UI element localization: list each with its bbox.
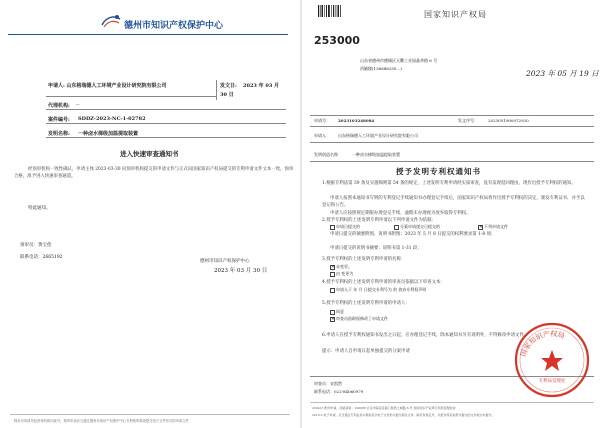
- para-5: 3.授予专利权的上述发明专利申请的名称：: [322, 257, 406, 262]
- case-number-label: 案件编号:: [48, 117, 70, 123]
- checkbox-unchecked[interactable]: [330, 272, 335, 277]
- center-title: 德州市知识产权保护中心: [124, 21, 224, 31]
- examiner-name: 审查员：宋凯然: [314, 381, 342, 386]
- checkbox-unchecked[interactable]: [330, 288, 335, 293]
- para-6: 4.授予专利权的上述发明专利申请的审查员依据以下审查文本：: [322, 280, 445, 285]
- postcode: 253000: [314, 34, 360, 47]
- option-divisional[interactable]: [394, 224, 440, 230]
- option-agree[interactable]: [330, 309, 344, 315]
- issue-date-value: 2023 年 03 月: [243, 83, 280, 89]
- option-filed-on-date[interactable]: [330, 224, 360, 230]
- files-line-2: 申请日提交的说明书摘要；说明书第 1-31 段；: [330, 246, 422, 251]
- notice-number-label: 发文序号：: [458, 118, 478, 123]
- checkbox-unchecked[interactable]: [330, 225, 335, 230]
- applicant-label: 申请人:: [48, 83, 65, 89]
- notice-number-value: 2023051900072920: [488, 118, 529, 123]
- footer-line-1: 200413 纸件申请，回函请寄：100088 北京市海淀区蓟门桥西土城路 6 号 国家知识产权局专利局受理处收: [312, 406, 456, 410]
- option-examiner-amend[interactable]: [330, 316, 388, 322]
- applicant-label: 申请人：: [314, 133, 330, 138]
- option-label: 同意: [336, 309, 344, 314]
- option-waiver[interactable]: [330, 287, 426, 293]
- notice-title: 进入快速审查通知书: [120, 150, 179, 158]
- footer-line-2: 2010.2 电子申请，应当通过专利业务办理系统以电子文件形式提交相关文件。除另有规定外，以纸件等其他形式提交的文件视为未提交。: [312, 413, 495, 417]
- option-label: 申请日提交的: [336, 224, 360, 229]
- signing-date: 2023 年 03 月 30 日: [214, 268, 268, 274]
- option-label: 申请人于 年 月 日提交专利号为 的 放弃专利权声明: [336, 287, 427, 292]
- app-number-label: 申请号：: [314, 118, 330, 123]
- contact-phone: 联系电话：2665192: [20, 255, 63, 260]
- examiner-name: 预审员：黄宝伦: [20, 243, 52, 248]
- invention-value: 一种卤水梯级加温提取装置: [78, 131, 139, 137]
- contact-phone: 联系电话：022-84060979: [314, 389, 364, 394]
- row-rule: [310, 142, 594, 143]
- para-3: 申请人应按照规定期限办理登记手续，逾期未办理视为放弃取得专利权。: [330, 211, 471, 216]
- para-2: 申请人按照本通知书写明的专利登记手续通知书办理登记手续后，国家知识产权局将作出授予专利权的决定，颁发专利证书，并予以登记和公告。: [322, 196, 585, 208]
- agency-label: 代理机构:: [48, 103, 70, 109]
- option-label: 下列申请文件: [484, 224, 508, 229]
- signing-organization: 德州市知识产权保护中心: [200, 259, 250, 264]
- closing-line: 特此通知。: [28, 206, 51, 211]
- para-1: 1.根据专利法第 39 条及实施细则第 54 条的规定，上述发明专利申请经实质审查，没有发现驳回理由，现作出授予专利权的通知。: [322, 181, 576, 186]
- invention-label: 发明创造名称：: [314, 152, 342, 157]
- row-rule: [310, 115, 594, 116]
- star-icon: [541, 350, 563, 371]
- footer-rule: [310, 402, 594, 403]
- para-4: 2.授予专利权的上述发明专利申请以下列申请文件为依据：: [322, 218, 436, 223]
- header-rule: [8, 34, 288, 35]
- row-rule: [310, 126, 594, 127]
- row-rule: [310, 161, 594, 162]
- official-red-seal: [512, 320, 592, 400]
- option-title-changed[interactable]: [330, 271, 353, 277]
- option-title-unchanged[interactable]: [330, 264, 352, 270]
- para-8: 6.申请人在授予专利权通知书发出之日起，应办理登记手续，除本通知书另有说明外，不得修改申请文件。: [322, 333, 529, 338]
- option-label: 审查员依职权修改了申请文件: [336, 316, 388, 321]
- para-7: 5.授予专利权的上述发明专利申请的申请人：: [322, 301, 410, 306]
- address-line-2: 西辅楼(136686250...): [360, 66, 402, 71]
- row-rule: [46, 96, 216, 97]
- seal-text: 国家知识产权局: [519, 329, 566, 358]
- option-label: 由 变更为: [336, 271, 354, 276]
- seal-subtext: 专利局受理处: [538, 379, 566, 384]
- row-rule: [46, 137, 286, 138]
- files-line-1: 申请日提交的摘要附图、说明书附图；2023 年 5 月 8 日提交的权利要求第 1-8 项；: [330, 232, 496, 237]
- issue-date: 2023 年 05 月 19 日: [526, 69, 599, 78]
- checkbox-checked[interactable]: ✕: [331, 264, 335, 270]
- hand-logo-icon: [100, 13, 122, 29]
- cnipa-title: 国家知识产权局: [424, 10, 487, 19]
- row-rule: [46, 109, 286, 110]
- svg-text:国家知识产权局: [518, 329, 565, 358]
- para-9: 提示：申请人自申请日起单独提交的分案申请: [322, 349, 410, 354]
- checkbox-checked[interactable]: ✕: [331, 316, 335, 322]
- option-label: 分案申请递交日提交的: [400, 224, 440, 229]
- checkbox-unchecked[interactable]: [330, 310, 335, 315]
- footer-rule: [10, 414, 290, 415]
- right-grant-notice-document: [302, 0, 600, 428]
- invention-value: 一种卤水梯级加温提取装置: [352, 152, 400, 157]
- invention-label: 发明名称:: [48, 131, 70, 137]
- app-number-value: 2023103248084: [338, 118, 375, 123]
- checkbox-checked[interactable]: ✕: [479, 224, 483, 230]
- issue-date-day: 30 日: [220, 92, 234, 98]
- row-rule: [46, 123, 286, 124]
- barcode-icon: [318, 5, 342, 21]
- notice-body: 经预审机构一致性确认，申请主体 2023-03-30 向预审机构提交的申请文件与正式向国家知识产权局提交的专利申请文件文本一致，预审合格，准予进入快速审查通道。: [14, 167, 294, 179]
- case-number-value: SDDZ-2023-NC-1-02782: [78, 116, 146, 122]
- checkbox-unchecked[interactable]: [394, 225, 399, 230]
- footer-note: 除另有申请并经预审机构同意外，预审申请应当通过德州市知识产权保护中心专利预审系统提交电子文件形式的申请文件: [14, 419, 189, 423]
- address-line-1: 山东省德州市德城区天衢工业园晶华路 6 号: [360, 58, 438, 63]
- notice-title: 授予发明专利权通知书: [396, 167, 481, 176]
- option-following-files[interactable]: [478, 224, 508, 230]
- applicant-value: 山东格瑞德人工环境产业设计研究院有限公司: [66, 83, 167, 89]
- agency-value: --: [76, 102, 80, 108]
- issue-date-label: 发文日:: [220, 83, 237, 89]
- option-label: 未变更。: [336, 264, 352, 269]
- applicant-row: [48, 82, 166, 89]
- applicant-value: 山东格瑞德人工环境产业设计研究院有限公司: [338, 133, 418, 138]
- cell-divider: [216, 80, 217, 100]
